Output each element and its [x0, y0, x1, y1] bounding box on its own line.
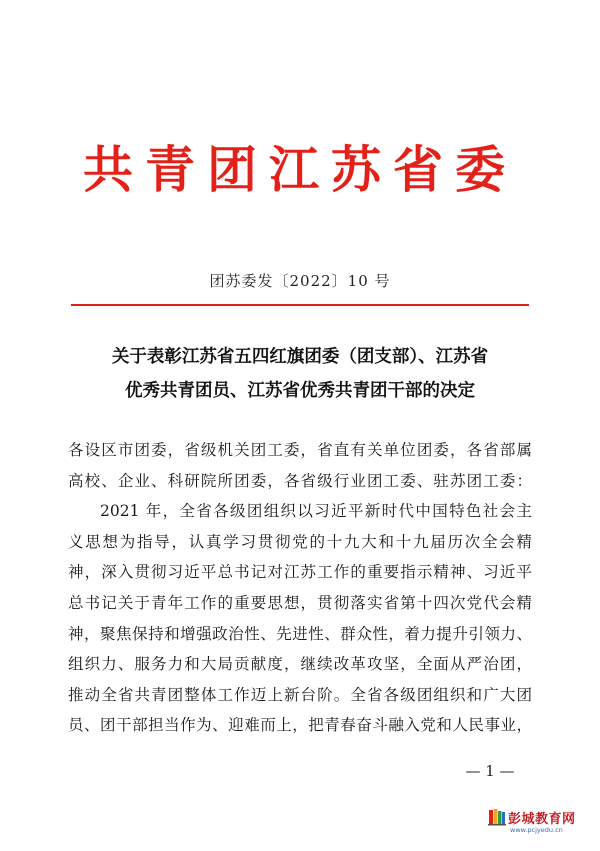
document-number: 团苏委发〔2022〕10 号: [209, 272, 391, 290]
body-line: 神，聚焦保持和增强政治性、先进性、群众性，着力提升引领力、: [68, 624, 532, 643]
body-line: 2021 年，全省各级团组织以习近平新时代中国特色社会主: [100, 502, 532, 521]
watermark-site-name: 彭城教育网: [508, 812, 576, 827]
title-line-2: 优秀共青团员、江苏省优秀共青团干部的决定: [125, 381, 475, 401]
body-line: 义思想为指导，认真学习贯彻党的十九大和十九届历次全会精: [68, 532, 532, 551]
document-title: [60, 340, 540, 408]
body-text: [68, 435, 532, 741]
body-line: 组织力、服务力和大局贡献度，继续改革攻坚，全面从严治团，: [68, 655, 532, 674]
body-line: 推动全省共青团整体工作迈上新台阶。全省各级团组织和广大团: [68, 685, 532, 704]
org-header: 共青团江苏省委: [83, 140, 517, 199]
body-line: 总书记关于青年工作的重要思想，贯彻落实省第十四次党代会精: [68, 593, 532, 612]
body-line: 员、团干部担当作为、迎难而上，把青春奋斗融入党和人民事业，: [68, 716, 532, 735]
body-line: 神，深入贯彻习近平总书记对江苏工作的重要指示精神、习近平: [68, 563, 532, 582]
body-line: 高校、企业、科研院所团委，各省级行业团工委、驻苏团工委：: [68, 471, 532, 490]
title-line-1: 关于表彰江苏省五四红旗团委（团支部）、江苏省: [111, 347, 489, 367]
body-line: 各设区市团委，省级机关团工委，省直有关单位团委，各省部属: [68, 441, 532, 459]
watermark-url: www.pcjyedu.cn: [510, 826, 563, 834]
page-number: — 1 —: [465, 762, 515, 780]
red-divider-line: [71, 304, 529, 306]
site-watermark[interactable]: [488, 808, 592, 844]
book-logo-icon: [488, 808, 506, 826]
